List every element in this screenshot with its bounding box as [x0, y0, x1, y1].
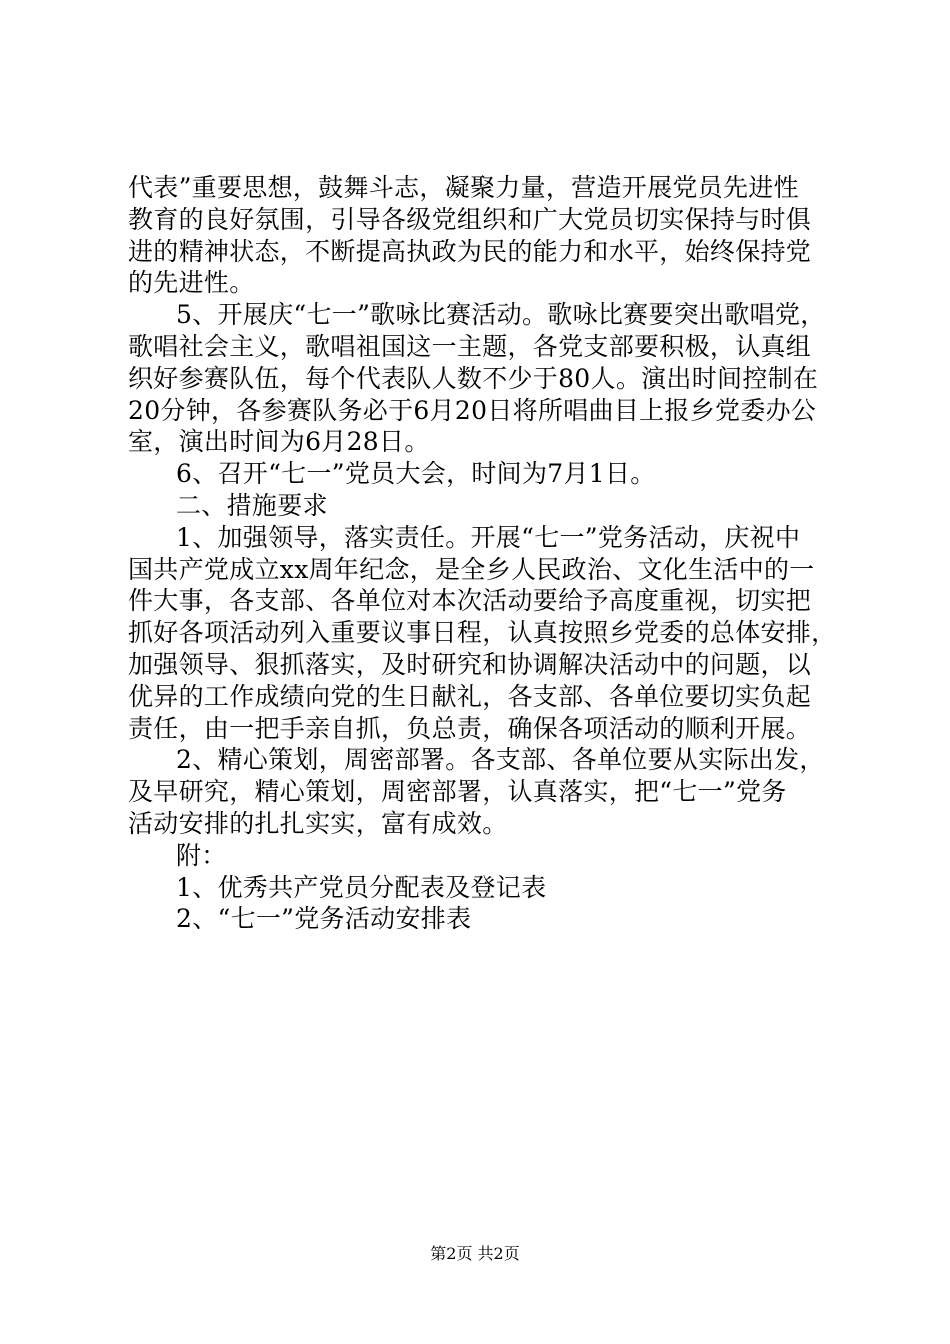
text-line: 责任，由一把手亲自抓，负总责，确保各项活动的顺利开展。 — [128, 713, 812, 743]
text-line: 加强领导、狠抓落实，及时研究和协调解决活动中的问题，以 — [128, 649, 812, 679]
text-line: 20分钟，各参赛队务必于6月20日将所唱曲目上报乡党委办公 — [128, 395, 817, 425]
attachment-heading: 附： — [176, 840, 227, 870]
text-line: 教育的良好氛围，引导各级党组织和广大党员切实保持与时俱 — [128, 204, 812, 234]
text-line: 活动安排的扎扎实实，富有成效。 — [128, 808, 508, 838]
text-line: 及早研究，精心策划，周密部署，认真落实，把“七一”党务 — [128, 777, 787, 807]
document-body — [128, 172, 837, 935]
text-line: 件大事，各支部、各单位对本次活动要给予高度重视，切实把 — [128, 586, 812, 616]
text-line: 的先进性。 — [128, 268, 255, 298]
attachment-item: 2、“七一”党务活动安排表 — [176, 904, 472, 934]
text-line: 进的精神状态，不断提高执政为民的能力和水平，始终保持党 — [128, 236, 812, 266]
text-line: 织好参赛队伍，每个代表队人数不少于80人。演出时间控制在 — [128, 363, 819, 393]
attachment-item: 1、优秀共产党员分配表及登记表 — [176, 872, 547, 902]
text-line: 抓好各项活动列入重要议事日程，认真按照乡党委的总体安排， — [128, 618, 837, 648]
text-line: 6、召开“七一”党员大会，时间为7月1日。 — [176, 459, 656, 489]
text-line: 国共产党成立xx周年纪念，是全乡人民政治、文化生活中的一 — [128, 554, 815, 584]
text-line: 室，演出时间为6月28日。 — [128, 427, 430, 457]
page-number-footer: 第2页 共2页 — [430, 1244, 520, 1263]
text-line: 2、精心策划，周密部署。各支部、各单位要从实际出发， — [176, 745, 825, 775]
text-line: 歌唱社会主义，歌唱祖国这一主题，各党支部要积极，认真组 — [128, 331, 812, 361]
text-line: 5、开展庆“七一”歌咏比赛活动。歌咏比赛要突出歌唱党， — [176, 300, 826, 330]
text-line: 优异的工作成绩向党的生日献礼，各支部、各单位要切实负起 — [128, 681, 812, 711]
text-line: 代表”重要思想，鼓舞斗志，凝聚力量，营造开展党员先进性 — [128, 173, 799, 202]
section-heading: 二、措施要求 — [176, 490, 328, 520]
text-line: 1、加强领导，落实责任。开展“七一”党务活动，庆祝中 — [176, 522, 801, 552]
